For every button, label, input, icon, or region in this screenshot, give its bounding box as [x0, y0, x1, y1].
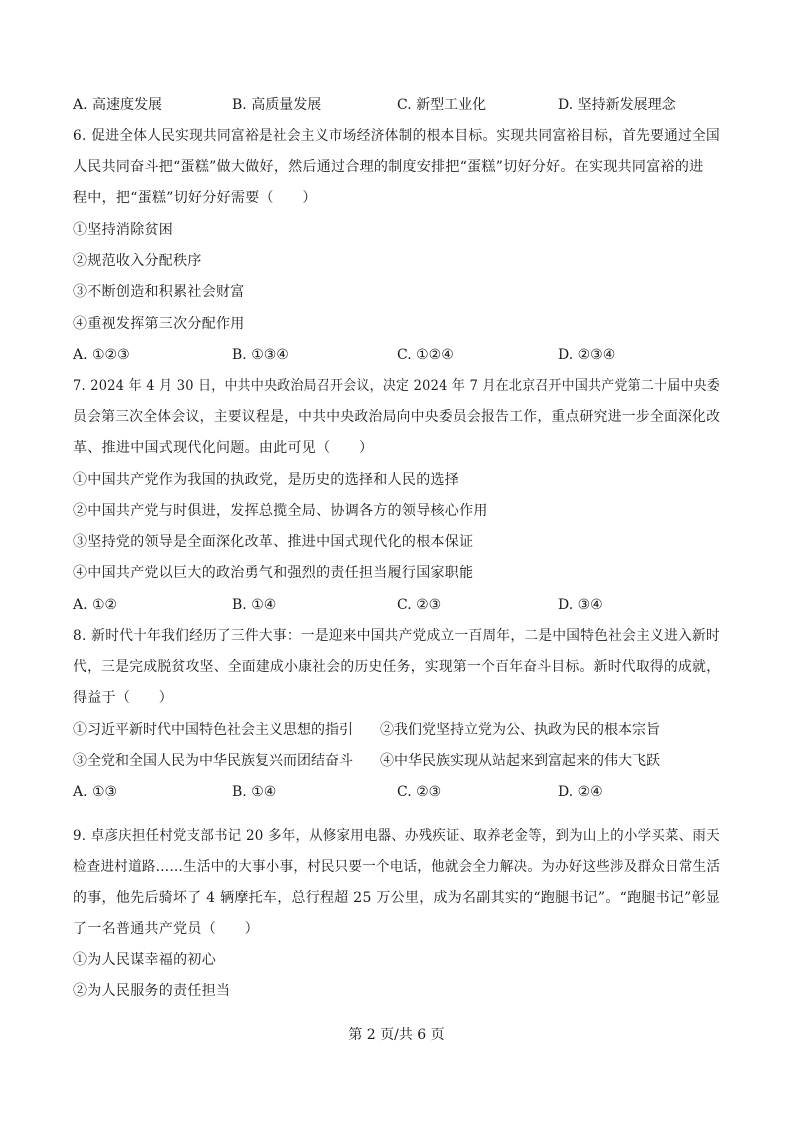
q7-statement-1: ①中国共产党作为我国的执政党，是历史的选择和人民的选择	[73, 472, 460, 488]
q6-option-a: A. ①②③	[73, 347, 130, 363]
q8-option-d: D. ②④	[558, 784, 603, 800]
q9-stem-line-4: 了一名普通共产党员（ ）	[73, 921, 259, 937]
q7-option-a: A. ①②	[73, 597, 118, 613]
q8-statement-1: ①习近平新时代中国特色社会主义思想的指引	[73, 722, 353, 738]
q7-stem-line-1: 7. 2024 年 4 月 30 日，中共中央政治局召开会议，决定 2024 年 7 月在北京召开中国共产党第二十届中央委	[73, 378, 721, 394]
q8-option-b: B. ①④	[232, 784, 277, 800]
page-number-footer: 第 2 页/共 6 页	[348, 1027, 445, 1043]
q8-statement-3: ③全党和全国人民为中华民族复兴而团结奋斗	[73, 753, 353, 769]
q6-stem-line-2: 人民共同奋斗把“蛋糕”做大做好，然后通过合理的制度安排把“蛋糕”切好分好。在实现共同富裕的进	[73, 159, 704, 175]
q6-stem-line-3: 程中，把“蛋糕”切好分好需要（ ）	[73, 190, 317, 206]
q9-stem-line-1: 9. 卓彦庆担任村党支部书记 20 多年，从修家用电器、办残疾证、取养老金等，到为山上的小学买菜、雨天	[73, 828, 720, 844]
q8-stem-line-2: 代，三是完成脱贫攻坚、全面建成小康社会的历史任务，实现第一个百年奋斗目标。新时代取得的成就，	[73, 659, 721, 675]
q7-statement-2: ②中国共产党与时俱进，发挥总揽全局、协调各方的领导核心作用	[73, 503, 488, 519]
q8-statement-2: ②我们党坚持立党为公、执政为民的根本宗旨	[380, 722, 660, 738]
q7-option-d: D. ③④	[558, 597, 603, 613]
q6-option-b: B. ①③④	[232, 347, 289, 363]
q6-statement-1: ①坚持消除贫困	[73, 222, 174, 238]
q5-option-a: A. 高速度发展	[73, 97, 163, 113]
q7-option-c: C. ②③	[397, 597, 442, 613]
q8-stem-line-1: 8. 新时代十年我们经历了三件大事：一是迎来中国共产党成立一百周年，二是中国特色社会主义进入新时	[73, 628, 720, 644]
q6-statement-3: ③不断创造和积累社会财富	[73, 284, 245, 300]
q9-statement-1: ①为人民谋幸福的初心	[73, 952, 216, 968]
q7-statement-3: ③坚持党的领导是全面深化改革、推进中国式现代化的根本保证	[73, 534, 474, 550]
q8-stem-line-3: 得益于（ ）	[73, 690, 174, 706]
q5-option-b: B. 高质量发展	[232, 97, 322, 113]
q6-option-c: C. ①②④	[397, 347, 454, 363]
q6-stem-line-1: 6. 促进全体人民实现共同富裕是社会主义市场经济体制的根本目标。实现共同富裕目标，首先要通过全国	[73, 128, 720, 144]
q8-option-a: A. ①③	[73, 784, 118, 800]
q9-stem-line-3: 的事，他先后骑坏了 4 辆摩托车，总行程超 25 万公里，成为名副其实的“跑腿书记”。“跑腿书记”彰显	[73, 890, 721, 906]
q8-option-c: C. ②③	[397, 784, 442, 800]
q7-stem-line-3: 革、推进中国式现代化问题。由此可见（ ）	[73, 440, 374, 456]
q7-stem-line-2: 员会第三次全体会议，主要议程是，中共中央政治局向中央委员会报告工作，重点研究进一步全面深化改	[73, 409, 721, 425]
q5-option-d: D. 坚持新发展理念	[558, 97, 676, 113]
q6-statement-2: ②规范收入分配秩序	[73, 253, 202, 269]
q5-option-c: C. 新型工业化	[397, 97, 487, 113]
q6-option-d: D. ②③④	[558, 347, 616, 363]
q9-statement-2: ②为人民服务的责任担当	[73, 983, 231, 999]
q9-stem-line-2: 检查进村道路……生活中的大事小事，村民只要一个电话，他就会全力解决。为办好这些涉及群众日常生活	[73, 859, 721, 875]
q6-statement-4: ④重视发挥第三次分配作用	[73, 316, 245, 332]
q7-statement-4: ④中国共产党以巨大的政治勇气和强烈的责任担当履行国家职能	[73, 565, 474, 581]
q7-option-b: B. ①④	[232, 597, 277, 613]
q8-statement-4: ④中华民族实现从站起来到富起来的伟大飞跃	[380, 753, 660, 769]
